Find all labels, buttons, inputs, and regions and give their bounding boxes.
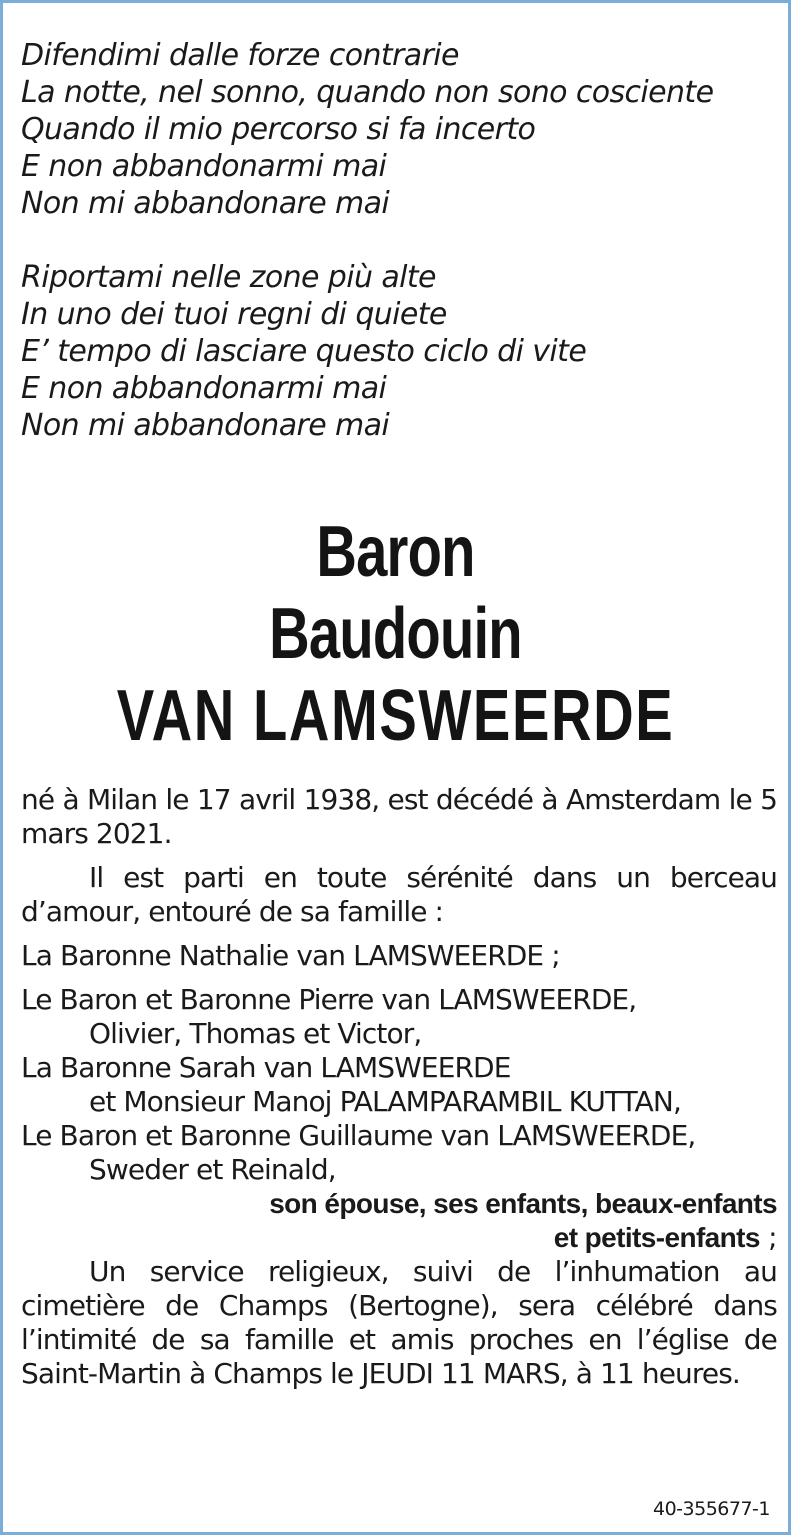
family-line: et Monsieur Manoj PALAMPARAMBIL KUTTAN, — [89, 1085, 681, 1118]
notice-body — [21, 783, 777, 1391]
deceased-surname: VAN LAMSWEERDE — [116, 676, 675, 756]
signature-line: son épouse, ses enfants, beaux-enfants — [269, 1188, 777, 1219]
deceased-name — [3, 511, 788, 757]
birth-death-paragraph: né à Milan le 17 avril 1938, est décédé à Amsterdam le 5 mars 2021. — [21, 783, 777, 850]
family-line: La Baronne Sarah van LAMSWEERDE — [21, 1051, 511, 1084]
poem-line: E’ tempo di lasciare questo ciclo di vite — [21, 334, 587, 369]
poem-stanza-1 — [21, 37, 781, 222]
poem-line: E non abbandonarmi mai — [21, 371, 387, 406]
departure-paragraph: Il est parti en toute sérénité dans un berceau d’amour, entouré de sa famille : — [21, 861, 777, 928]
family-line: Le Baron et Baronne Pierre van LAMSWEERDE, — [21, 983, 637, 1016]
deceased-title: Baron — [316, 512, 475, 592]
family-signature — [21, 1187, 777, 1255]
deceased-first-name: Baudouin — [269, 594, 522, 674]
poem-line: Difendimi dalle forze contrarie — [21, 38, 459, 73]
family-line: Olivier, Thomas et Victor, — [89, 1017, 422, 1050]
reference-number: 40-355677-1 — [652, 1498, 770, 1520]
poem-line: Riportami nelle zone più alte — [21, 260, 436, 295]
service-paragraph: Un service religieux, suivi de l’inhumation au cimetière de Champs (Bertogne), sera célébré dans l’intimité de sa famille et amis proches en l’église de Saint-Martin à Champs le JEUDI 11 MARS, à 11 heures. — [21, 1255, 777, 1390]
signature-text: et petits-enfants — [553, 1222, 760, 1253]
poem — [21, 37, 781, 444]
signature-punctuation: ; — [759, 1221, 777, 1254]
family-line: Le Baron et Baronne Guillaume van LAMSWEERDE, — [21, 1119, 696, 1152]
family-line: Sweder et Reinald, — [89, 1153, 336, 1186]
poem-stanza-2 — [21, 259, 781, 444]
poem-line: In uno dei tuoi regni di quiete — [21, 297, 447, 332]
poem-line: Quando il mio percorso si fa incerto — [21, 112, 536, 147]
poem-line: Non mi abbandonare mai — [21, 408, 390, 443]
poem-line: E non abbandonarmi mai — [21, 149, 387, 184]
family-list — [21, 983, 777, 1187]
spouse-line: La Baronne Nathalie van LAMSWEERDE ; — [21, 939, 560, 972]
poem-line: Non mi abbandonare mai — [21, 186, 390, 221]
poem-line: La notte, nel sonno, quando non sono cosciente — [21, 75, 714, 110]
signature-line-2 — [21, 1221, 777, 1255]
